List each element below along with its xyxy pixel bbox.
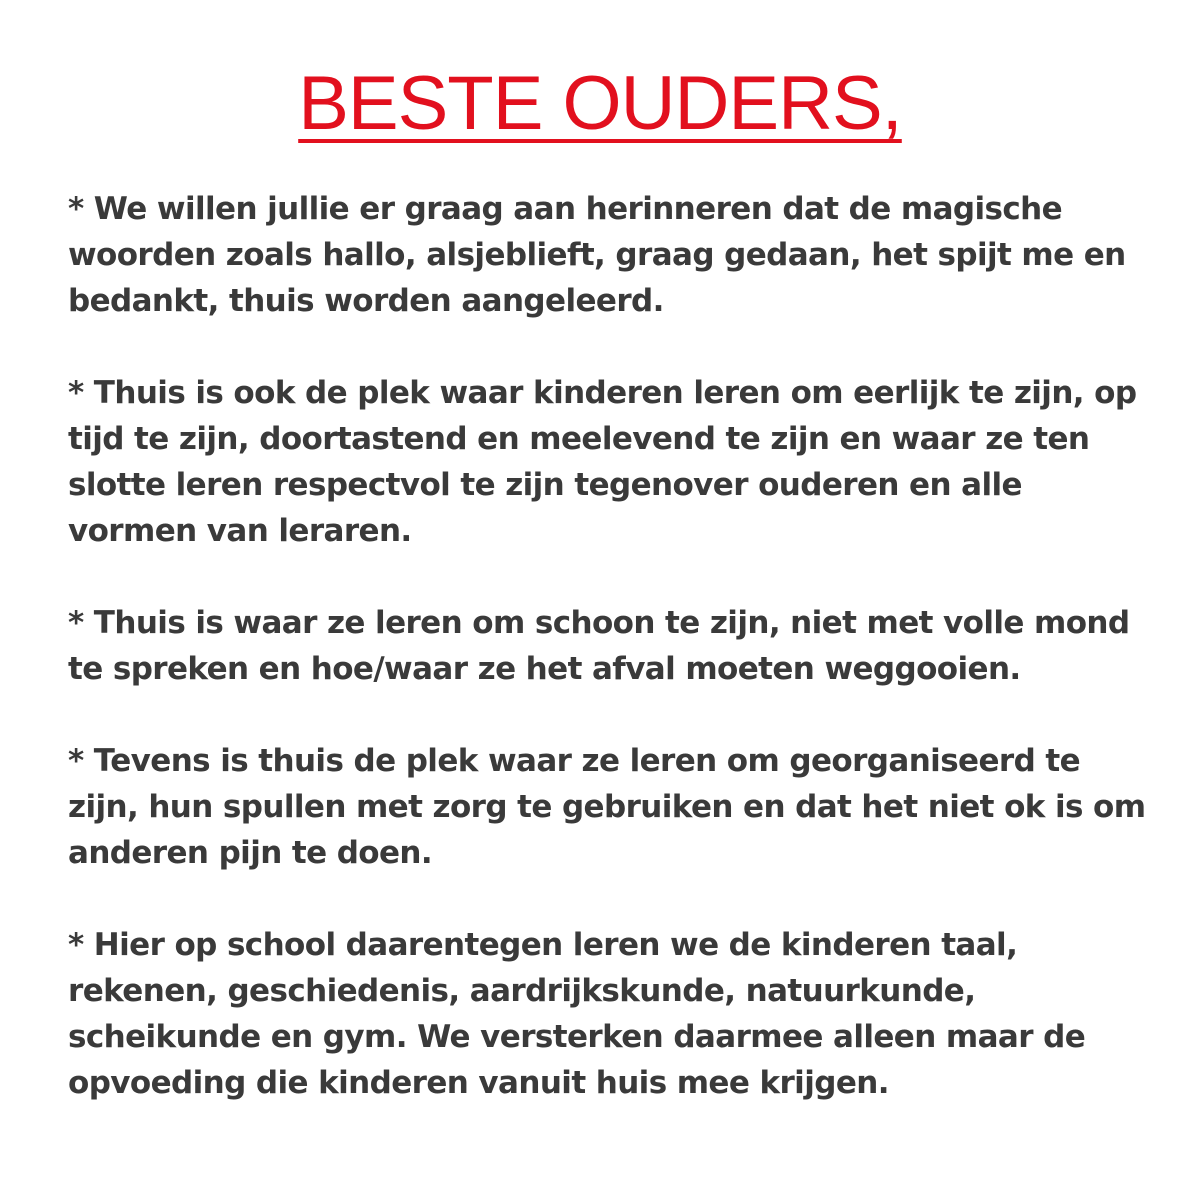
page-title	[0, 61, 1200, 146]
paragraph-magic-words: * We willen jullie er graag aan herinneren dat de magische woorden zoals hallo, alsjeblieft, graag gedaan, het spijt me en bedankt, thuis worden aangeleerd.	[68, 191, 1126, 319]
paragraph-school: * Hier op school daarentegen leren we de kinderen taal, rekenen, geschiedenis, aardrijkskunde, natuurkunde, scheikunde en gym. We versterken daarmee alleen maar de opvoeding die kinderen vanuit huis mee krijgen.	[68, 927, 1086, 1101]
page-title-text: BESTE OUDERS,	[298, 61, 902, 146]
paragraph-honesty: * Thuis is ook de plek waar kinderen leren om eerlijk te zijn, op tijd te zijn, doortastend en meelevend te zijn en waar ze ten slotte leren respectvol te zijn tegenover ouderen en alle vormen van leraren.	[68, 375, 1137, 549]
paragraph-organisation: * Tevens is thuis de plek waar ze leren om georganiseerd te zijn, hun spullen met zorg te gebruiken en dat het niet ok is om anderen pijn te doen.	[68, 743, 1146, 871]
letter-body	[68, 186, 1158, 1152]
paragraph-cleanliness: * Thuis is waar ze leren om schoon te zijn, niet met volle mond te spreken en hoe/waar ze het afval moeten weggooien.	[68, 605, 1130, 687]
